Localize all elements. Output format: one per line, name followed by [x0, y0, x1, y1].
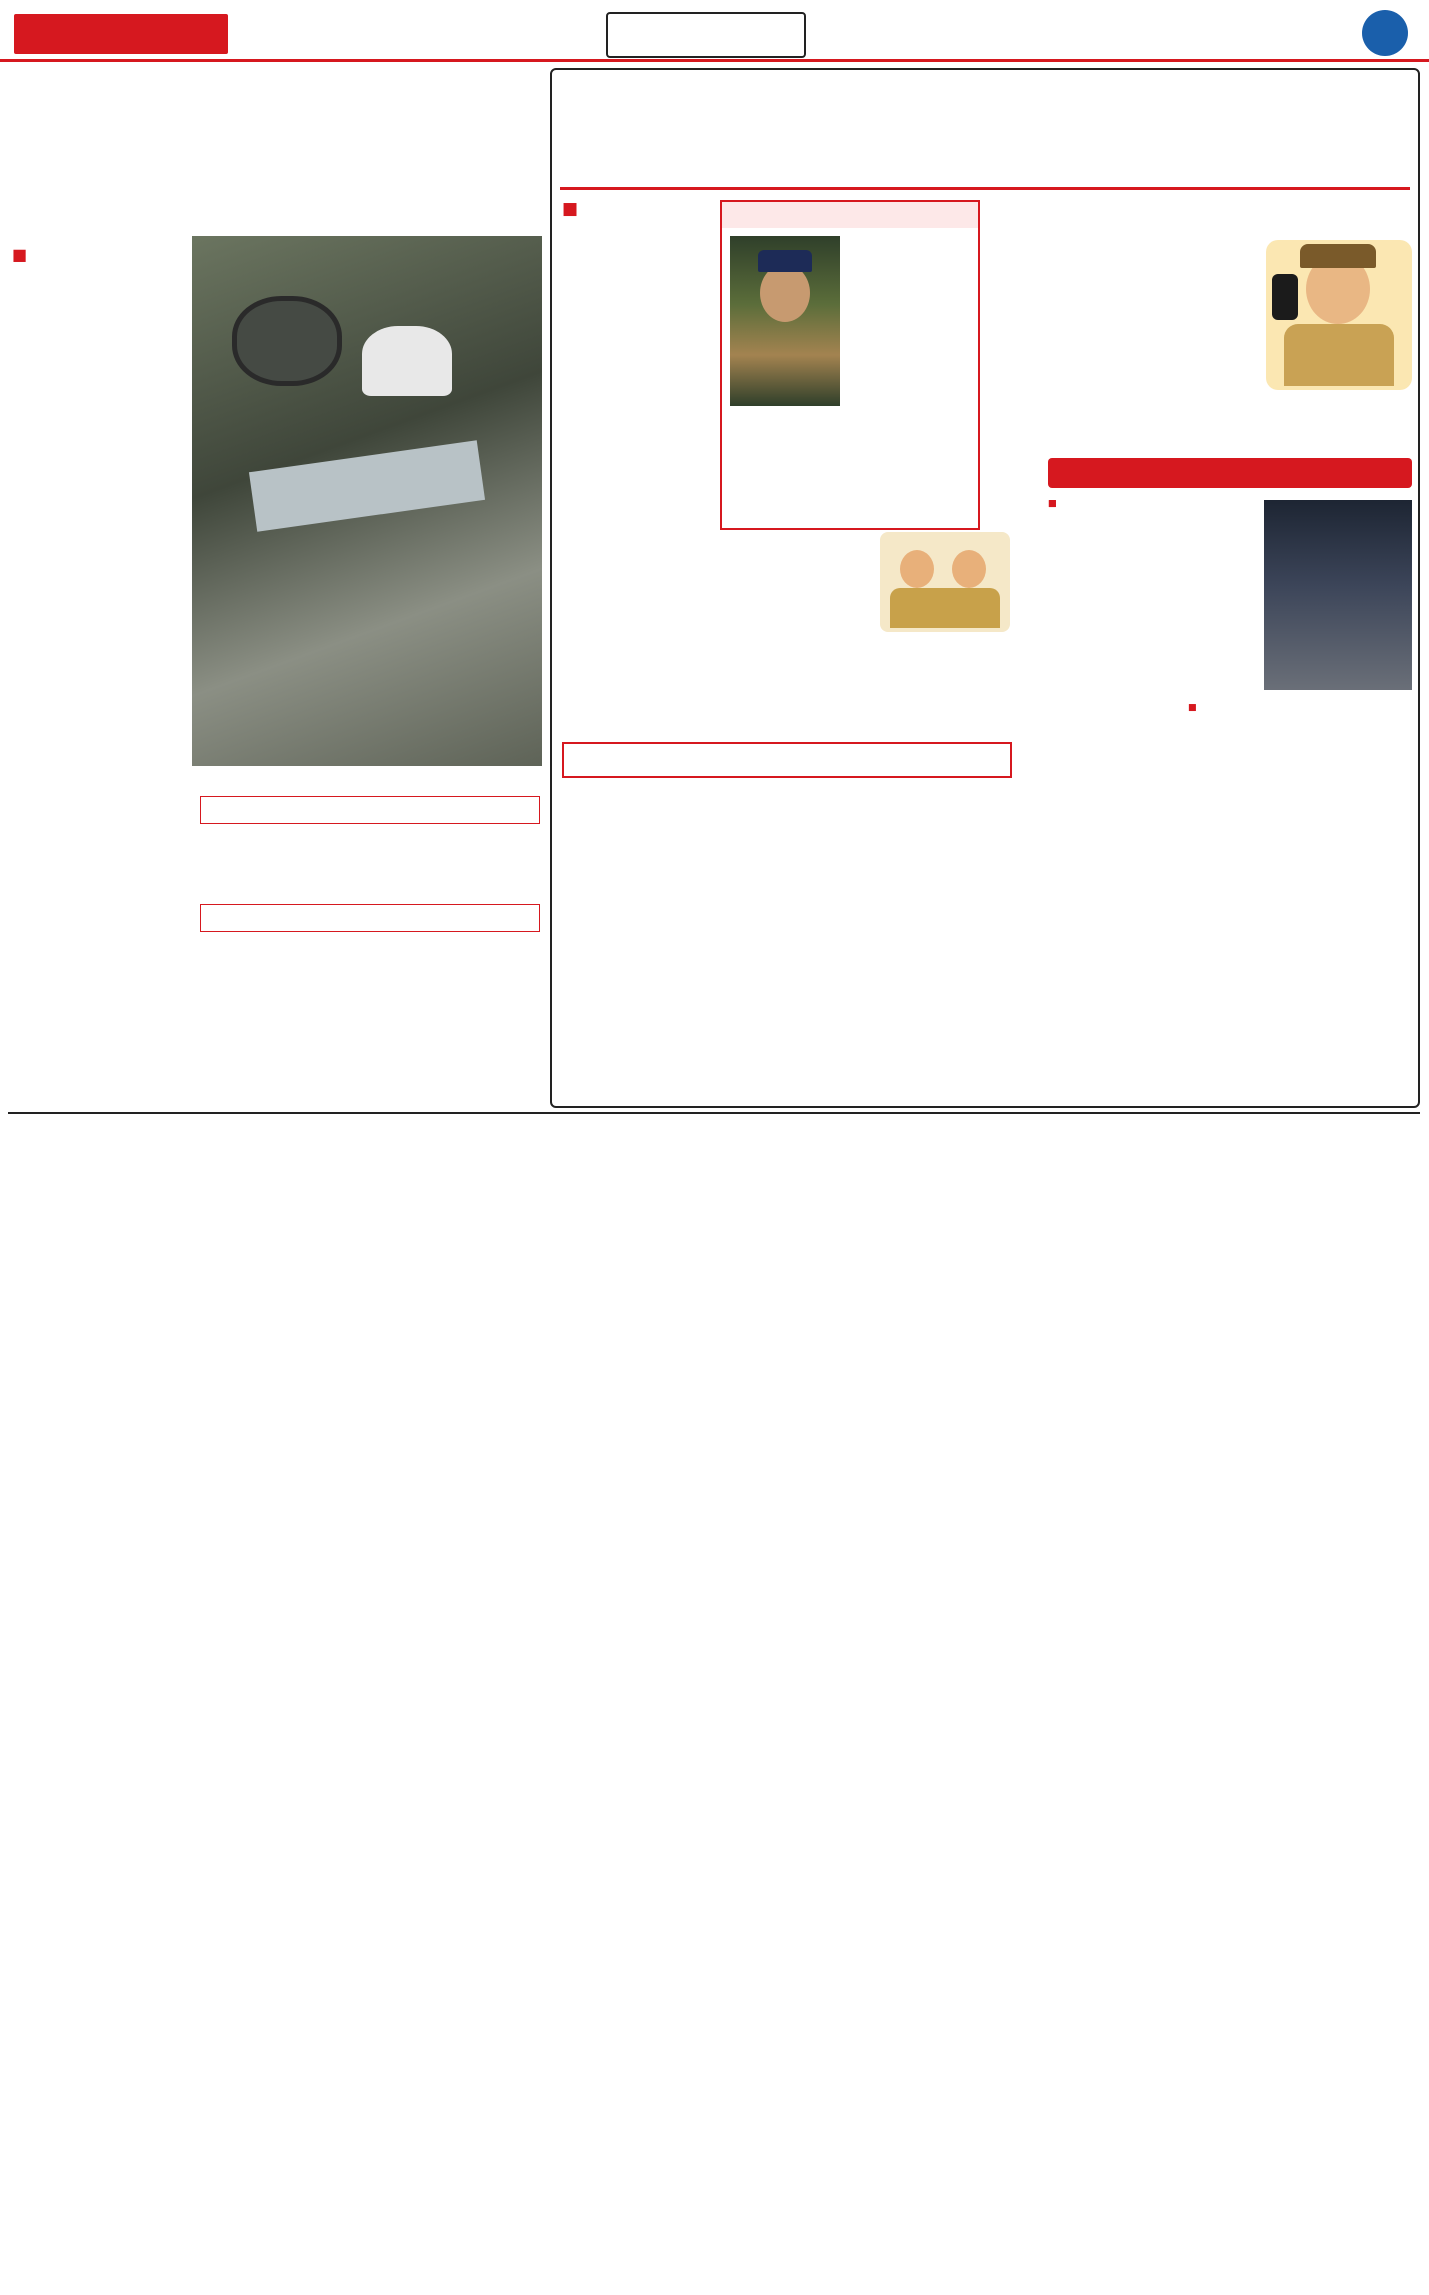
s2-right-body — [1000, 238, 1260, 438]
s2-quote-head — [722, 202, 978, 228]
s2-phone-cartoon — [1266, 240, 1412, 390]
brand-logo[interactable] — [14, 14, 228, 54]
s2-housing-head — [722, 538, 872, 592]
page-number — [1362, 10, 1408, 56]
s2-col1-head: ■ — [562, 200, 579, 219]
s1-photo — [192, 236, 542, 766]
city-edition — [606, 12, 806, 58]
s2-col1-body — [562, 296, 712, 736]
s2-side-meeting-2 — [882, 640, 1012, 740]
s1-bar2 — [200, 904, 540, 932]
s2-promo-body — [562, 786, 1012, 886]
s2-quote-body — [846, 236, 974, 526]
s2-road-photo — [1264, 500, 1412, 690]
s2-directive-bar — [1048, 458, 1412, 488]
s1-p2 — [200, 938, 540, 1048]
s2-headline — [562, 76, 1410, 156]
s2-right-head — [1000, 200, 1412, 232]
s2-police-cartoon — [880, 532, 1010, 632]
s1-headline — [12, 70, 542, 220]
s2-strap — [560, 160, 1410, 190]
s1-deck: ■ — [12, 246, 28, 264]
s2-promo-bar — [562, 742, 1012, 778]
s2-directive-list-2 — [1188, 700, 1412, 880]
s2-housing-body — [720, 596, 870, 736]
s2-commissioner-photo — [730, 236, 840, 406]
s1-bar1 — [200, 796, 540, 824]
divider — [8, 1112, 1420, 1114]
s1-body-tail — [12, 776, 192, 1046]
s1-photo-caption — [200, 774, 540, 790]
s1-body — [12, 330, 182, 770]
s1-p1 — [200, 830, 540, 900]
